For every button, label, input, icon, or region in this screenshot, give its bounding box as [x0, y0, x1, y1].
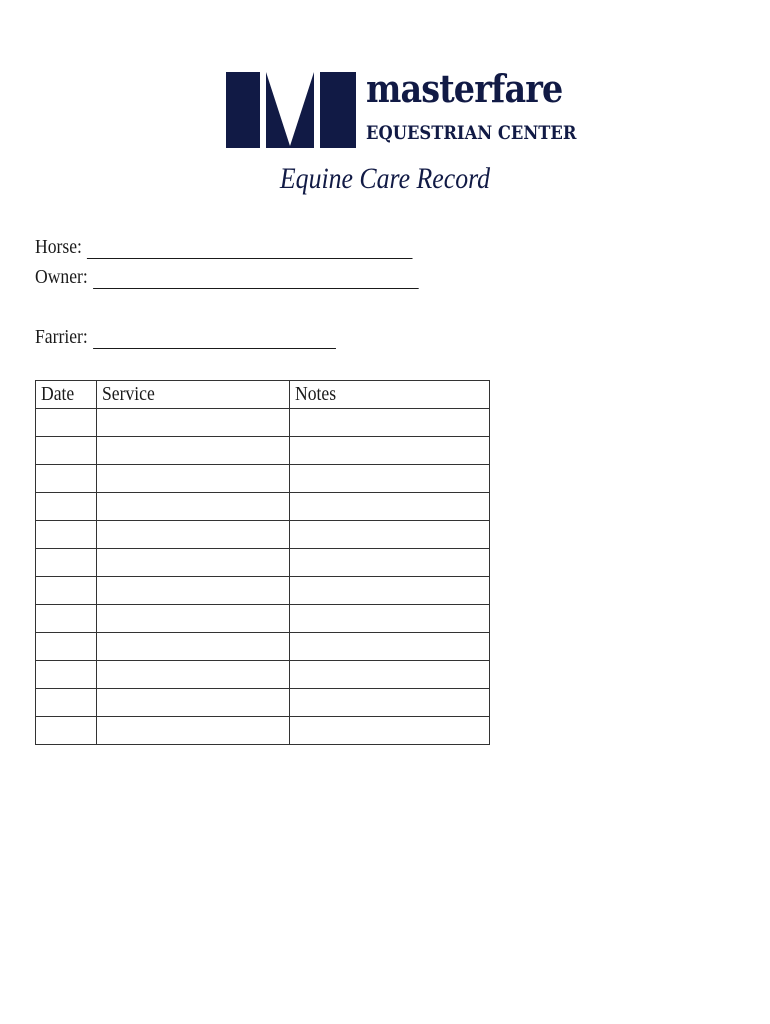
- notes-cell[interactable]: [289, 409, 489, 437]
- table-header-row: [36, 381, 490, 409]
- service-cell[interactable]: [97, 717, 289, 745]
- notes-cell[interactable]: [289, 549, 489, 577]
- service-cell[interactable]: [97, 465, 289, 493]
- masterfare-logo-icon: [226, 72, 356, 148]
- table-row: [36, 689, 490, 717]
- date-cell[interactable]: [36, 465, 97, 493]
- notes-cell[interactable]: [289, 689, 489, 717]
- table-row: [36, 437, 490, 465]
- brand-name: masterfare: [366, 66, 563, 111]
- table-row: [36, 717, 490, 745]
- date-cell[interactable]: [36, 661, 97, 689]
- date-cell[interactable]: [36, 577, 97, 605]
- farrier-input-line[interactable]: [93, 331, 336, 349]
- date-cell[interactable]: [36, 409, 97, 437]
- table-row: [36, 661, 490, 689]
- service-cell[interactable]: [97, 493, 289, 521]
- owner-field: [35, 266, 419, 289]
- notes-column-header: Notes: [289, 381, 489, 409]
- horse-field: [35, 236, 413, 259]
- date-cell[interactable]: [36, 717, 97, 745]
- notes-cell[interactable]: [289, 437, 489, 465]
- notes-cell[interactable]: [289, 465, 489, 493]
- date-cell[interactable]: [36, 633, 97, 661]
- horse-input-line[interactable]: [87, 241, 413, 259]
- owner-label: Owner:: [35, 266, 88, 288]
- service-cell[interactable]: [97, 661, 289, 689]
- service-cell[interactable]: [97, 549, 289, 577]
- date-cell[interactable]: [36, 689, 97, 717]
- notes-cell[interactable]: [289, 633, 489, 661]
- service-column-header: Service: [97, 381, 289, 409]
- date-cell[interactable]: [36, 493, 97, 521]
- date-cell[interactable]: [36, 521, 97, 549]
- table-row: [36, 577, 490, 605]
- table-row: [36, 493, 490, 521]
- notes-cell[interactable]: [289, 661, 489, 689]
- table-row: [36, 633, 490, 661]
- notes-cell[interactable]: [289, 493, 489, 521]
- date-cell[interactable]: [36, 549, 97, 577]
- service-cell[interactable]: [97, 437, 289, 465]
- notes-cell[interactable]: [289, 521, 489, 549]
- horse-label: Horse:: [35, 236, 82, 258]
- farrier-label: Farrier:: [35, 326, 88, 348]
- brand-logo: [226, 66, 577, 152]
- care-record-table: [35, 380, 490, 745]
- service-cell[interactable]: [97, 633, 289, 661]
- owner-input-line[interactable]: [93, 271, 419, 289]
- brand-subtitle: EQUESTRIAN CENTER: [366, 122, 577, 144]
- service-cell[interactable]: [97, 521, 289, 549]
- service-cell[interactable]: [97, 409, 289, 437]
- notes-cell[interactable]: [289, 605, 489, 633]
- table-row: [36, 409, 490, 437]
- table-row: [36, 605, 490, 633]
- notes-cell[interactable]: [289, 577, 489, 605]
- service-cell[interactable]: [97, 577, 289, 605]
- farrier-field: [35, 326, 336, 349]
- table-row: [36, 521, 490, 549]
- notes-cell[interactable]: [289, 717, 489, 745]
- date-cell[interactable]: [36, 605, 97, 633]
- table-row: [36, 465, 490, 493]
- date-column-header: Date: [36, 381, 97, 409]
- document-title: Equine Care Record: [279, 162, 491, 195]
- date-cell[interactable]: [36, 437, 97, 465]
- service-cell[interactable]: [97, 605, 289, 633]
- service-cell[interactable]: [97, 689, 289, 717]
- table-row: [36, 549, 490, 577]
